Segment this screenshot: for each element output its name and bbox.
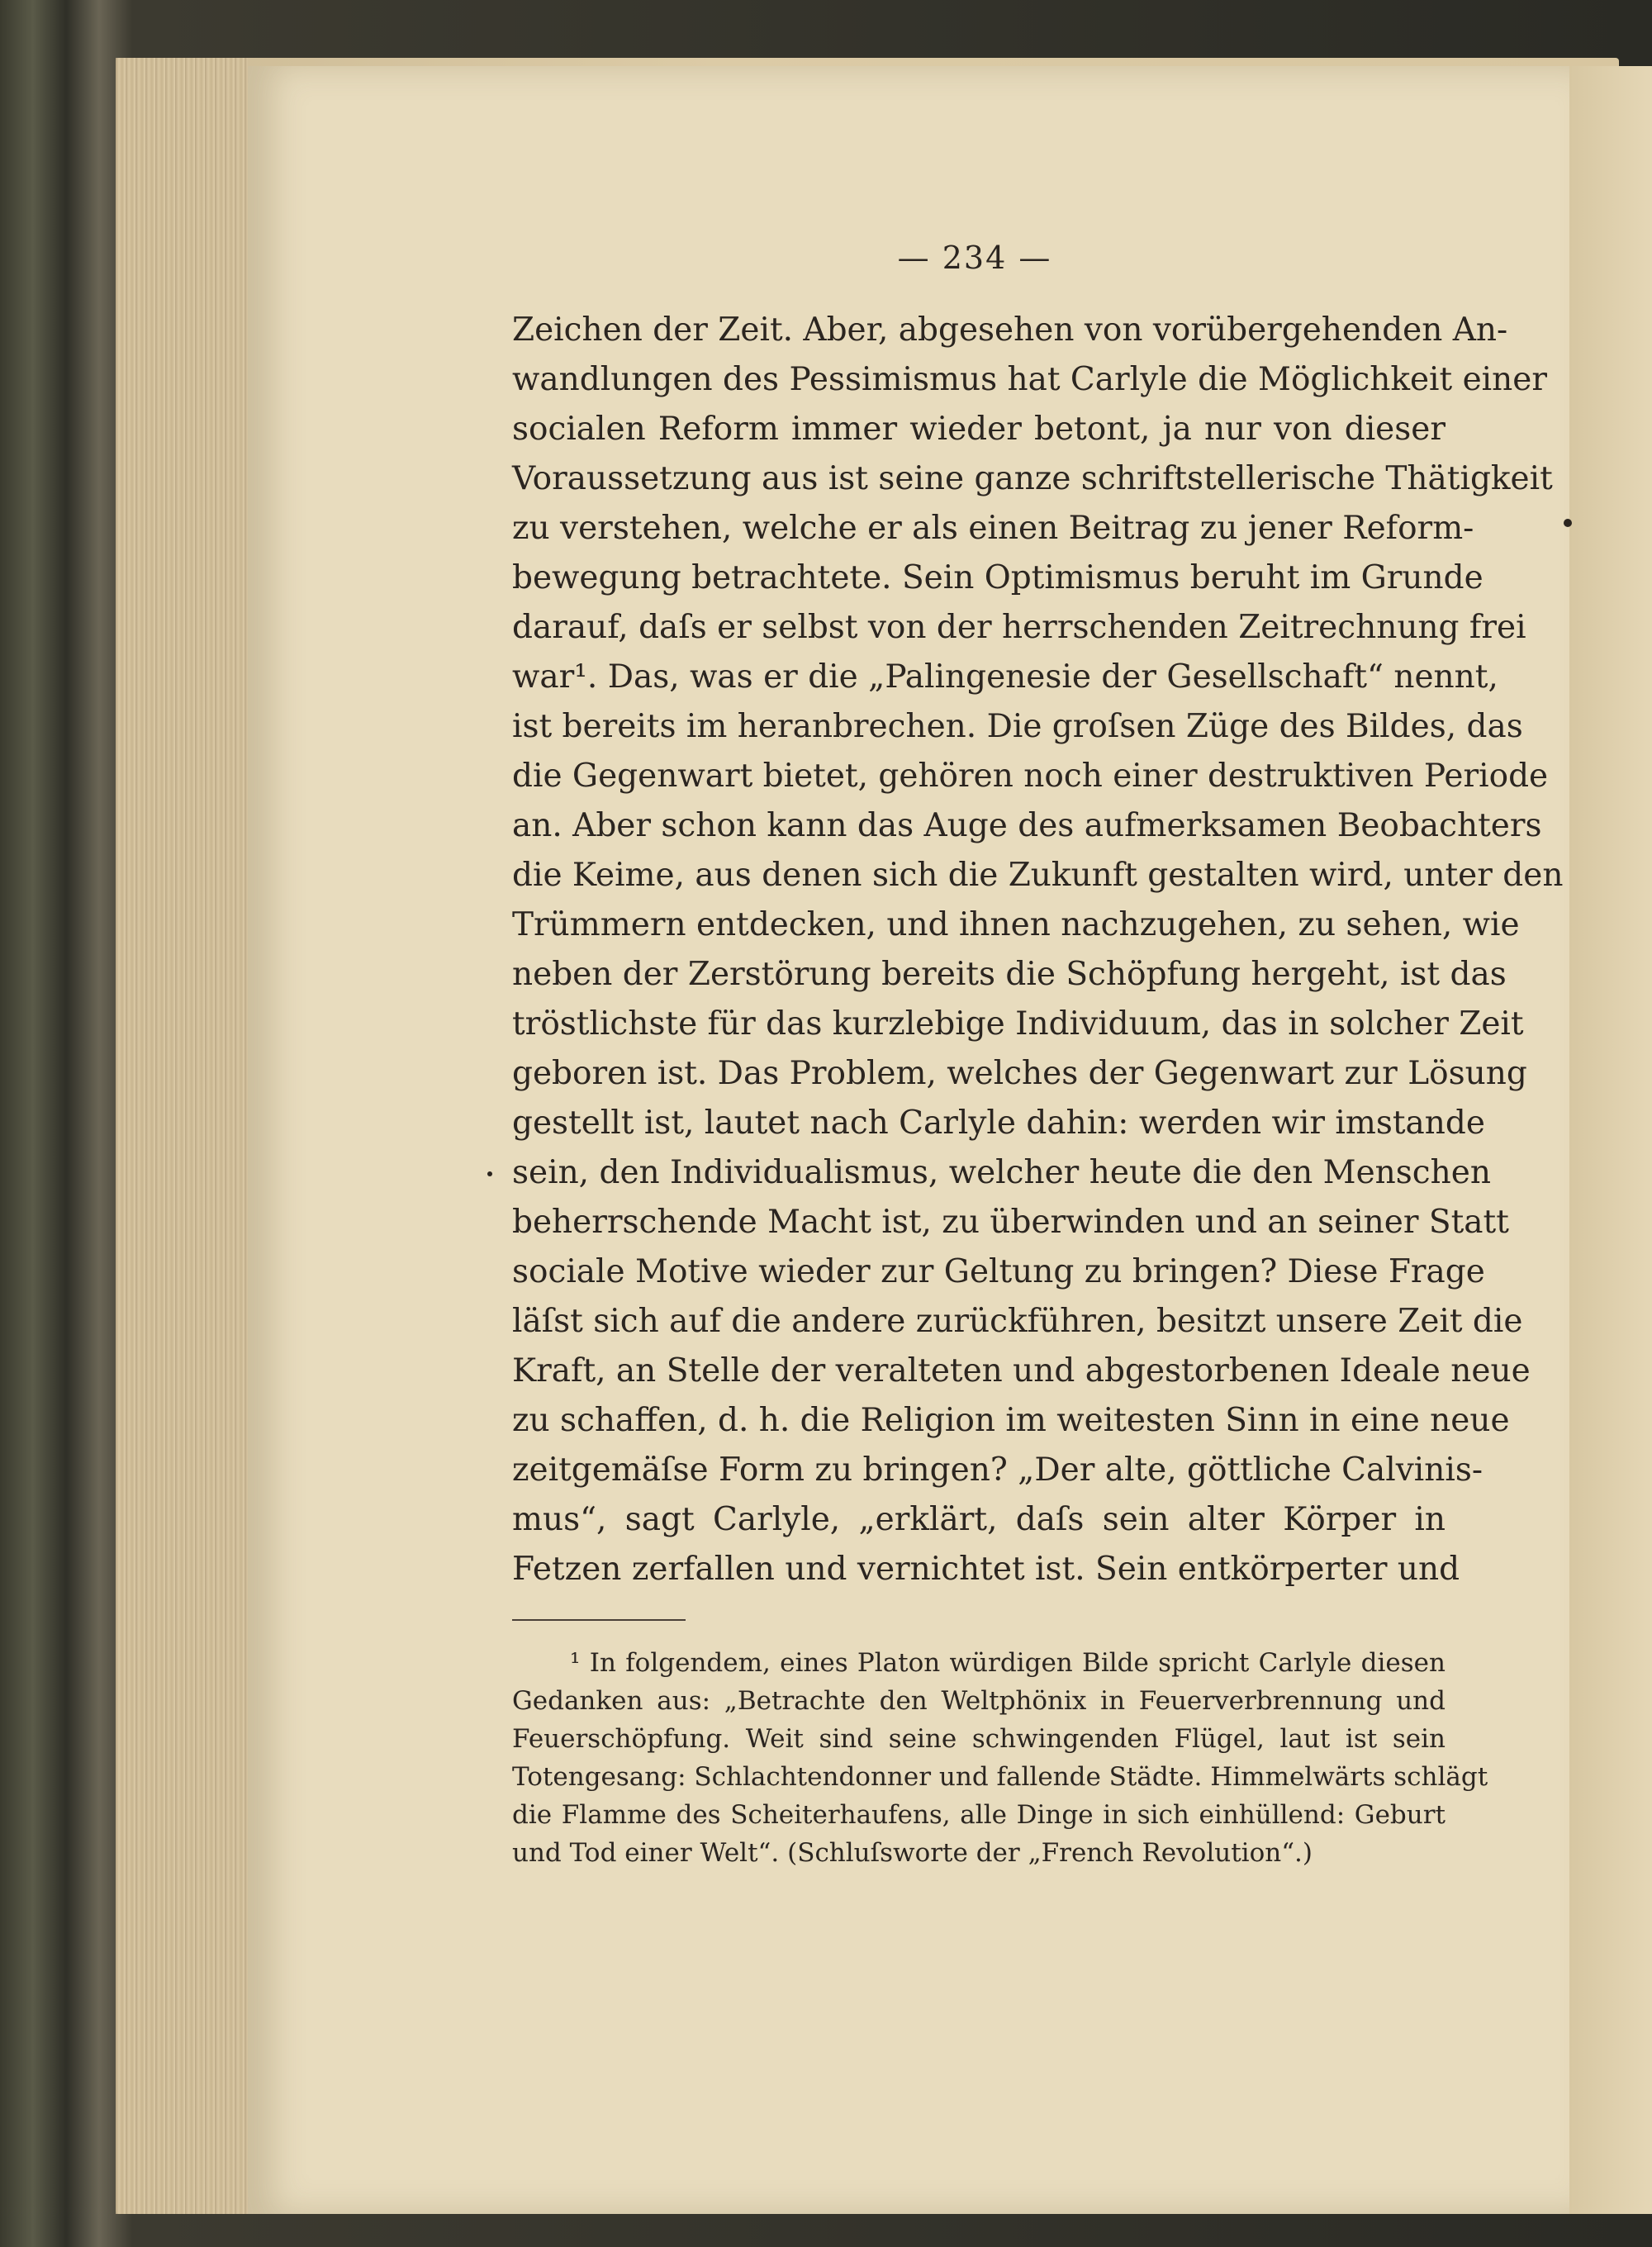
body-line: neben der Zerstörung bereits die Schöpfung hergeht, ist das: [512, 956, 1507, 993]
body-line: Zeichen der Zeit. Aber, abgesehen von vorübergehenden An-: [512, 311, 1508, 349]
footnote-line: die Flamme des Scheiterhaufens, alle Dinge in sich einhüllend: Geburt: [512, 1800, 1446, 1830]
footnote-divider: [512, 1619, 686, 1621]
next-page-edge: [1569, 66, 1652, 2214]
body-line: tröstlichste für das kurzlebige Individuum, das in solcher Zeit: [512, 1005, 1524, 1043]
body-line: mus“, sagt Carlyle, „erklärt, daſs sein alter Körper in: [512, 1501, 1446, 1538]
body-line: sociale Motive wieder zur Geltung zu bringen? Diese Frage: [512, 1253, 1485, 1290]
page-edges: [116, 58, 248, 2214]
body-line: sein, den Individualismus, welcher heute die den Menschen: [512, 1154, 1491, 1191]
body-line: Voraussetzung aus ist seine ganze schriftstellerische Thätigkeit: [512, 460, 1553, 497]
body-line: wandlungen des Pessimismus hat Carlyle die Möglichkeit einer: [512, 361, 1547, 398]
footnote-line: Feuerschöpfung. Weit sind seine schwingenden Flügel, laut ist sein: [512, 1724, 1446, 1754]
body-line: gestellt ist, lautet nach Carlyle dahin: werden wir imstande: [512, 1104, 1485, 1142]
margin-dot: [487, 1171, 492, 1176]
body-line: die Keime, aus denen sich die Zukunft gestalten wird, unter den: [512, 857, 1564, 894]
page-number: — 234 —: [897, 240, 1052, 276]
body-line: geboren ist. Das Problem, welches der Gegenwart zur Lösung: [512, 1055, 1527, 1092]
margin-dot: [1564, 519, 1572, 527]
body-line: darauf, daſs er selbst von der herrschenden Zeitrechnung frei: [512, 609, 1526, 646]
body-line: Kraft, an Stelle der veralteten und abgestorbenen Ideale neue: [512, 1352, 1531, 1390]
body-line: läſst sich auf die andere zurückführen, besitzt unsere Zeit die: [512, 1303, 1523, 1340]
body-line: zu schaffen, d. h. die Religion im weitesten Sinn in eine neue: [512, 1402, 1510, 1439]
body-line: zeitgemäſse Form zu bringen? „Der alte, göttliche Calvinis-: [512, 1451, 1483, 1489]
body-line: bewegung betrachtete. Sein Optimismus beruht im Grunde: [512, 559, 1483, 596]
body-line: die Gegenwart bietet, gehören noch einer destruktiven Periode: [512, 758, 1549, 795]
body-line: beherrschende Macht ist, zu überwinden und an seiner Statt: [512, 1204, 1509, 1241]
footnote-line: und Tod einer Welt“. (Schluſsworte der „French Revolution“.): [512, 1838, 1313, 1868]
footnote-line: Gedanken aus: „Betrachte den Weltphönix in Feuerverbrennung und: [512, 1686, 1446, 1716]
body-line: an. Aber schon kann das Auge des aufmerksamen Beobachters: [512, 807, 1542, 844]
body-line: ist bereits im heranbrechen. Die groſsen Züge des Bildes, das: [512, 708, 1523, 745]
body-line: socialen Reform immer wieder betont, ja nur von dieser: [512, 411, 1446, 448]
footnote-line: ¹ In folgendem, eines Platon würdigen Bilde spricht Carlyle diesen: [570, 1648, 1446, 1678]
body-line: Fetzen zerfallen und vernichtet ist. Sein entkörperter und: [512, 1551, 1460, 1588]
body-line: war¹. Das, was er die „Palingenesie der Gesellschaft“ nennt,: [512, 658, 1498, 696]
body-line: Trümmern entdecken, und ihnen nachzugehen, zu sehen, wie: [512, 906, 1520, 943]
footnote-line: Totengesang: Schlachtendonner und fallende Städte. Himmelwärts schlägt: [512, 1762, 1488, 1792]
body-line: zu verstehen, welche er als einen Beitrag zu jener Reform-: [512, 510, 1474, 547]
